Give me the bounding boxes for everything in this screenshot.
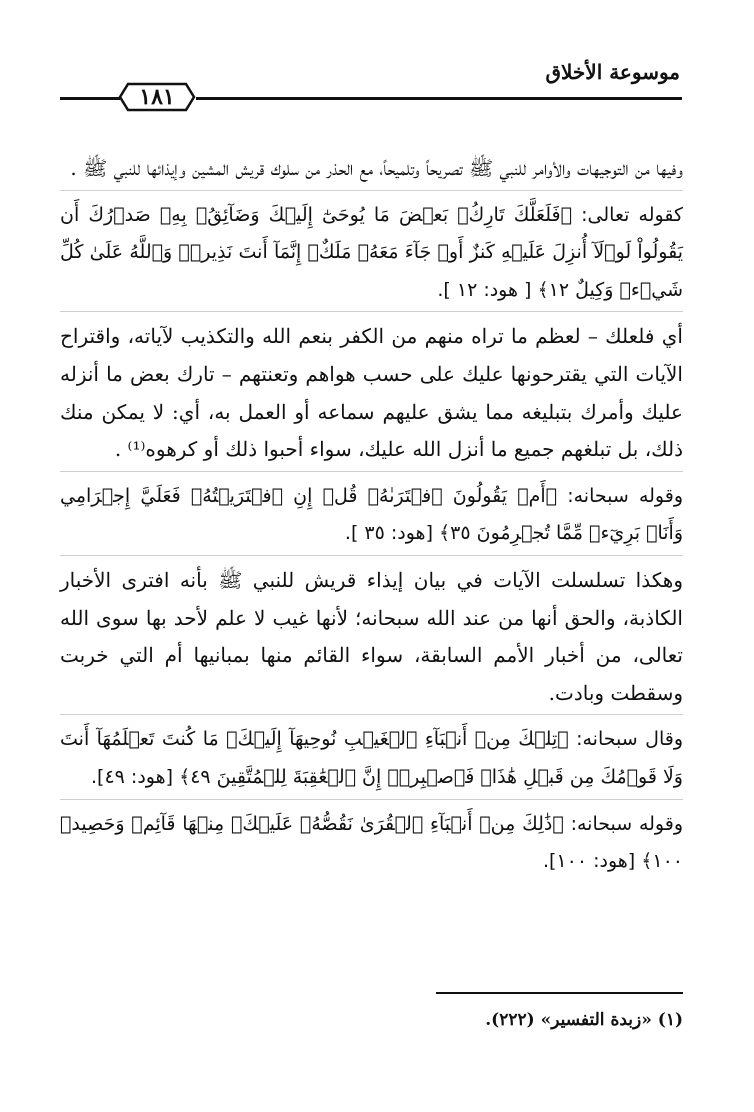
main-text (60, 150, 683, 881)
paragraph-commentary: أي فلعلك – لعظم ما تراه منهم من الكفر بنعم الله والتكذيب لآياته، واقتراح الآيات التي يقترحونها عليك على حسب هواهم وتعنتهم – تارك بعض ما أنزله عليك وأمرك بتبليغه مما يشق عليهم سماعه أو العمل به، أي: لا يمكن منك ذلك، بل تبلغهم جميع ما أنزل الله عليك، سواء أحبوا ذلك أو كرهوه⁽¹⁾ . (60, 311, 683, 468)
paragraph-intro: وفيها من التوجيهات والأوامر للنبي ﷺ تصريحاً وتلميحاً، مع الحذر من سلوك قريش المشين وإيذائها للنبي ﷺ . (70, 156, 683, 180)
quran-quote-hud-49: وقال سبحانه: ﴿تِلۡكَ مِنۡ أَنۢبَآءِ ٱلۡغَيۡبِ نُوحِيهَآ إِلَيۡكَۖ مَا كُنتَ تَعۡلَمُهَآ أَنتَ وَلَا قَوۡمُكَ مِن قَبۡلِ هَٰذَاۖ فَٱصۡبِرۡۖ إِنَّ ٱلۡعَٰقِبَةَ لِلۡمُتَّقِينَ ٤٩﴾ [هود: ٤٩]. (60, 714, 683, 796)
header-rule-right (196, 97, 682, 100)
header-rule-left (60, 97, 120, 100)
page-number-frame (118, 80, 196, 114)
quran-quote-hud-12: كقوله تعالى: ﴿فَلَعَلَّكَ تَارِكُۢ بَعۡضَ مَا يُوحَىٰٓ إِلَيۡكَ وَضَآئِقُۢ بِهِۦ صَدۡرُكَ أَن يَقُولُواْ لَوۡلَآ أُنزِلَ عَلَيۡهِ كَنزٌ أَوۡ جَآءَ مَعَهُۥ مَلَكٌۚ إِنَّمَآ أَنتَ نَذِيرٞۚ وَٱللَّهُ عَلَىٰ كُلِّ شَيۡءٖ وَكِيلٌ ١٢﴾ [ هود: ١٢ ]. (60, 190, 683, 310)
paragraph-narrative: وهكذا تسلسلت الآيات في بيان إيذاء قريش للنبي ﷺ بأنه افترى الأخبار الكاذبة، والحق أنها من عند الله سبحانه؛ لأنها غيب لا علم لأحد بها سوى الله تعالى، من أخبار الأمم السابقة، سواء القائم منها بمبانيها أم التي خربت وسقطت وبادت. (60, 555, 683, 712)
quran-quote-hud-100: وقوله سبحانه: ﴿ذَٰلِكَ مِنۡ أَنۢبَآءِ ٱلۡقُرَىٰ نَقُصُّهُۥ عَلَيۡكَۖ مِنۡهَا قَآئِمٞ وَحَصِيدٞ ١٠٠﴾ [هود: ١٠٠]. (60, 799, 683, 881)
quran-quote-hud-35: وقوله سبحانه: ﴿أَمۡ يَقُولُونَ ٱفۡتَرَىٰهُۖ قُلۡ إِنِ ٱفۡتَرَيۡتُهُۥ فَعَلَيَّ إِجۡرَامِي وَأَنَا۠ بَرِيٓءٞ مِّمَّا تُجۡرِمُونَ ٣٥﴾ [هود: ٣٥ ]. (60, 471, 683, 553)
page-number: ١٨١ (139, 84, 175, 110)
running-header-title: موسوعة الأخلاق (545, 60, 680, 84)
footnote-separator (436, 992, 683, 994)
footnote: (١) «زبدة التفسير» (٢٢٢). (485, 1010, 683, 1030)
